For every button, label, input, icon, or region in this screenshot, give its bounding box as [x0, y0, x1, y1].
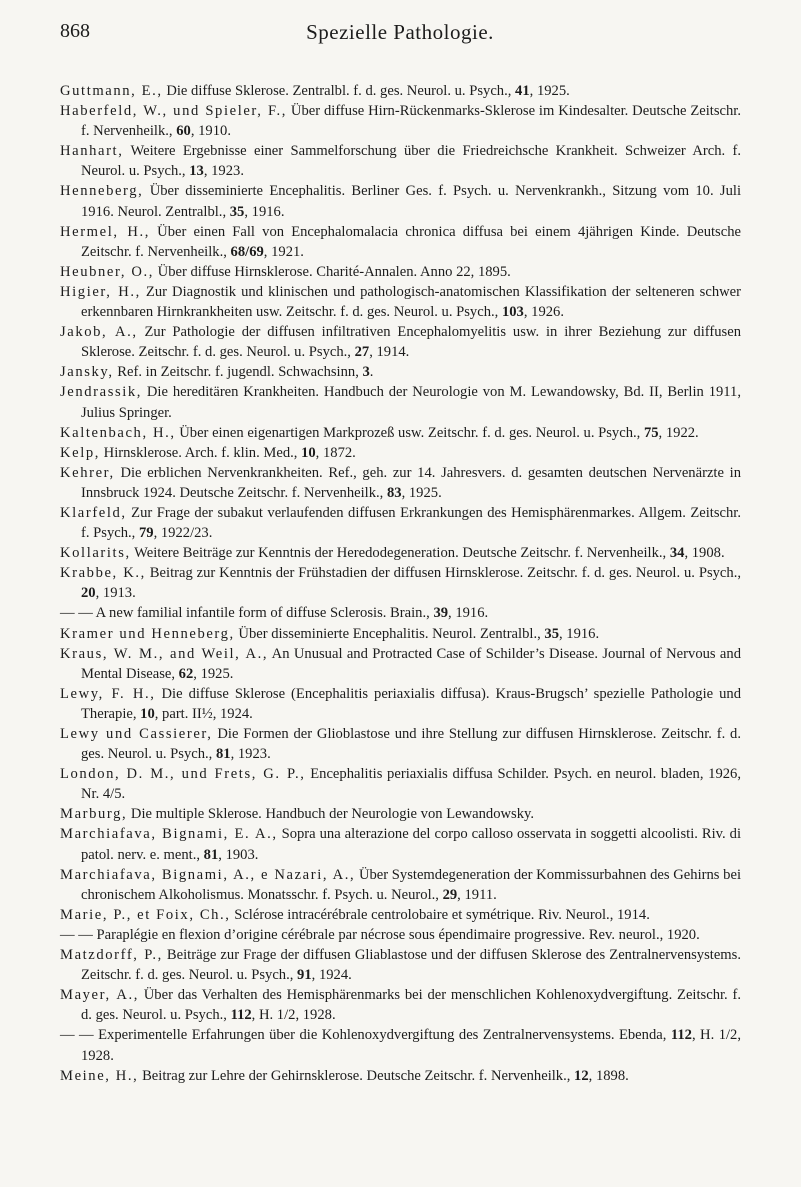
reference-text: Zur Pathologie der diffusen infiltrativen Encephalomyelitis usw. in ihrer Beziehung zur diffusen Sklerose. Zeitschr. f. d. ges. Neurol. u. Psych., [81, 324, 741, 361]
reference-list [60, 81, 741, 1086]
reference-tail: , 1925. [529, 83, 570, 99]
reference-volume: 10 [301, 444, 316, 461]
reference-tail: . [369, 364, 374, 381]
reference-author: Marie, P., et Foix, Ch., [60, 906, 231, 923]
reference-text: Die diffuse Sklerose (Encephalitis periaxialis diffusa). Kraus-Brugsch’ spezielle Pathologie und Therapie, [81, 685, 741, 722]
reference-tail: , H. 1/2, 1928. [251, 1007, 336, 1024]
reference-author: Heubner, O., [60, 263, 154, 280]
reference-volume: 35 [229, 203, 245, 220]
running-title: Spezielle Pathologie. [306, 20, 494, 44]
reference-text: Über das Verhalten des Hemisphärenmarks bei der menschlichen Kohlenoxydvergiftung. Zeitschr. f. d. ges. Neurol. u. Psych., [81, 987, 741, 1024]
reference-tail: , 1898. [588, 1067, 629, 1084]
reference-tail: , H. 1/2, 1928. [81, 1027, 741, 1064]
reference-entry [60, 603, 741, 623]
reference-entry [60, 101, 741, 141]
reference-volume: 91 [297, 967, 312, 984]
reference-author: Henneberg, [60, 183, 144, 200]
reference-text: — — A new familial infantile form of diffuse Sclerosis. Brain., [60, 605, 434, 622]
reference-author: Hermel, H., [60, 223, 151, 240]
reference-entry [60, 262, 741, 282]
reference-text: An Unusual and Protracted Case of Schilder’s Disease. Journal of Nervous and Mental Disease, [81, 645, 741, 682]
reference-author: Lewy, F. H., [60, 685, 156, 702]
reference-volume: 13 [189, 163, 204, 180]
reference-volume: 75 [643, 424, 659, 441]
page-header [60, 20, 740, 50]
reference-text: Beiträge zur Frage der diffusen Gliablastose und der diffusen Sklerose des Zentralnervensystems. Zeitschr. f. d. ges. Neurol. u. Psych., [81, 947, 741, 984]
reference-volume: 81 [203, 846, 219, 863]
reference-entry [60, 925, 741, 945]
reference-volume: 60 [176, 123, 191, 140]
reference-text: Die erblichen Nervenkrankheiten. Ref., geh. zur 14. Jahresvers. d. gesamten deutschen Nervenärzte in Innsbruck 1924. Deutsche Zeitschr. f. Nervenheilk., [81, 464, 741, 501]
reference-text: Sopra una alterazione del corpo calloso osservata in soggetti alcoolisti. Riv. di patol. nerv. e. ment., [81, 826, 741, 863]
reference-entry [60, 724, 741, 764]
reference-author: Kollarits, [60, 545, 131, 562]
reference-text: Über diffuse Hirn-Rückenmarks-Sklerose im Kindesalter. Deutsche Zeitschr. f. Nervenheilk., [81, 103, 742, 140]
reference-entry [60, 463, 741, 503]
reference-text: Zur Diagnostik und klinischen und pathologisch-anatomischen Klassifikation der selteneren schwer erkennbaren Hirnkrankheiten usw. Zeitschr. f. d. ges. Neurol. u. Psych., [81, 283, 741, 321]
reference-entry [60, 563, 741, 603]
reference-volume: 112 [230, 1007, 252, 1024]
reference-text: Über einen Fall von Encephalomalacia chronica diffusa bei einem 4jährigen Kinde. Deutsche Zeitschr. f. Nervenheilk., [81, 223, 741, 260]
reference-tail: , 1913. [95, 585, 136, 602]
reference-text: Sclérose intracérébrale centrolobaire et symétrique. Riv. Neurol., 1914. [230, 906, 650, 923]
reference-author: Marburg, [60, 806, 128, 823]
reference-tail: , 1925. [401, 484, 442, 501]
reference-entry [60, 644, 741, 684]
reference-author: Mayer, A., [60, 987, 139, 1004]
reference-author: Klarfeld, [60, 504, 127, 521]
reference-entry [60, 865, 741, 905]
reference-entry [60, 362, 741, 382]
reference-tail: , 1903. [218, 846, 259, 863]
reference-text: — — Paraplégie en flexion d’origine cérébrale par nécrose sous épendimaire progressive. Rev. neurol., 1920. [60, 926, 700, 943]
reference-tail: , 1924. [311, 967, 352, 984]
reference-tail: , 1916. [558, 625, 600, 642]
reference-tail: , 1922. [658, 424, 699, 441]
reference-volume: 29 [442, 886, 458, 903]
reference-entry [60, 945, 741, 985]
reference-entry [60, 282, 741, 322]
reference-text: Über diffuse Hirnsklerose. Charité-Annalen. Anno 22, 1895. [154, 263, 511, 280]
reference-tail: , 1910. [190, 123, 231, 140]
reference-volume: 3 [362, 364, 370, 381]
reference-author: Hanhart, [60, 143, 124, 160]
reference-entry [60, 1025, 741, 1065]
reference-text: Die multiple Sklerose. Handbuch der Neurologie von Lewandowsky. [127, 806, 535, 823]
reference-entry [60, 322, 741, 362]
reference-author: Kehrer, [60, 464, 115, 481]
reference-tail: , 1914. [369, 344, 410, 361]
reference-text: Zur Frage der subakut verlaufenden diffusen Erkrankungen des Hemisphärenmarkes. Allgem. Zeitschr. f. Psych., [81, 504, 741, 542]
reference-volume: 35 [544, 625, 559, 642]
reference-text: Encephalitis periaxialis diffusa Schilder. Psych. en neurol. bladen, 1926, Nr. 4/5. [81, 766, 741, 803]
reference-entry [60, 804, 741, 824]
reference-text: Über disseminierte Encephalitis. Berliner Ges. f. Psych. u. Nervenkrankh., Sitzung vom 10. Juli 1916. Neurol. Zentralbl., [81, 183, 741, 220]
reference-author: Guttmann, E., [60, 83, 163, 99]
reference-entry [60, 824, 741, 864]
reference-author: Haberfeld, W., und Spieler, F., [60, 103, 288, 120]
reference-tail: , 1916. [244, 203, 285, 220]
reference-author: Marchiafava, Bignami, E. A., [60, 826, 278, 843]
reference-tail: , 1923. [230, 746, 271, 763]
reference-tail: , part. II½, 1924. [154, 705, 253, 722]
reference-tail: , 1925. [193, 665, 234, 682]
reference-volume: 103 [501, 304, 524, 321]
reference-text: Beitrag zur Lehre der Gehirnsklerose. Deutsche Zeitschr. f. Nervenheilk., [138, 1067, 575, 1084]
reference-volume: 83 [386, 484, 402, 501]
reference-entry [60, 543, 741, 563]
reference-tail: , 1916. [448, 605, 489, 622]
reference-tail: , 1922/23. [153, 525, 213, 542]
reference-entry [60, 503, 741, 543]
reference-volume: 62 [178, 665, 194, 682]
reference-text: Weitere Beiträge zur Kenntnis der Heredodegeneration. Deutsche Zeitschr. f. Nervenheilk., [130, 545, 670, 562]
reference-author: Kaltenbach, H., [60, 424, 176, 441]
reference-text: Die diffuse Sklerose. Zentralbl. f. d. ges. Neurol. u. Psych., [162, 83, 516, 99]
reference-entry [60, 222, 741, 262]
reference-author: Kraus, W. M., and Weil, A., [60, 645, 269, 662]
reference-text: Beitrag zur Kenntnis der Frühstadien der diffusen Hirnsklerose. Zeitschr. f. d. ges. Neurol. u. Psych., [145, 565, 741, 582]
reference-volume: 27 [354, 344, 370, 361]
reference-tail: , 1921. [263, 243, 304, 260]
reference-author: Higier, H., [60, 283, 141, 300]
reference-entry [60, 905, 741, 925]
reference-entry [60, 443, 741, 463]
reference-tail: , 1908. [684, 545, 725, 562]
reference-volume: 12 [574, 1067, 589, 1084]
reference-text: Über disseminierte Encephalitis. Neurol. Zentralbl., [234, 625, 545, 642]
reference-text: Über einen eigenartigen Markprozeß usw. Zeitschr. f. d. ges. Neurol. u. Psych., [175, 424, 644, 441]
reference-text: Weitere Ergebnisse einer Sammelforschung über die Friedreichsche Krankheit. Schweizer Arch. f. Neurol. u. Psych., [81, 143, 741, 180]
reference-volume: 68/69 [230, 243, 264, 260]
reference-author: Jendrassik, [60, 384, 143, 401]
reference-volume: 79 [138, 525, 154, 542]
reference-author: Meine, H., [60, 1067, 139, 1084]
reference-author: Jansky, [60, 364, 114, 381]
reference-entry [60, 81, 741, 101]
reference-entry [60, 423, 741, 443]
reference-volume: 20 [81, 585, 96, 602]
reference-tail: , 1872. [315, 444, 356, 461]
reference-author: Kelp, [60, 444, 101, 461]
reference-text: Die hereditären Krankheiten. Handbuch der Neurologie von M. Lewandowsky, Bd. II, Berlin 1911, Julius Springer. [81, 384, 741, 421]
reference-text: Die Formen der Glioblastose und ihre Stellung zur diffusen Hirnsklerose. Zeitschr. f. d. ges. Neurol. u. Psych., [81, 726, 741, 763]
reference-text: Hirnsklerose. Arch. f. klin. Med., [100, 444, 302, 461]
reference-text: Über Systemdegeneration der Kommissurbahnen des Gehirns bei chronischem Alkoholismus. Monatsschr. f. Psych. u. Neurol., [81, 866, 741, 903]
reference-author: Marchiafava, Bignami, A., e Nazari, A., [60, 866, 356, 883]
reference-tail: , 1923. [203, 163, 244, 180]
reference-entry [60, 624, 741, 644]
reference-volume: 112 [670, 1027, 692, 1044]
reference-tail: , 1911. [457, 886, 497, 903]
reference-tail: , 1926. [523, 304, 564, 321]
reference-entry [60, 985, 741, 1025]
reference-text: Ref. in Zeitschr. f. jugendl. Schwachsinn, [113, 364, 363, 381]
reference-entry [60, 764, 741, 804]
reference-volume: 10 [140, 705, 155, 722]
reference-volume: 41 [515, 83, 530, 99]
reference-volume: 39 [433, 605, 449, 622]
reference-volume: 34 [669, 545, 685, 562]
reference-author: Lewy und Cassierer, [60, 726, 213, 742]
reference-entry [60, 181, 741, 221]
reference-text: — — Experimentelle Erfahrungen über die Kohlenoxydvergiftung des Zentralnervensystems. Ebenda, [60, 1027, 671, 1044]
reference-author: Jakob, A., [60, 324, 138, 341]
reference-entry [60, 684, 741, 724]
reference-entry [60, 382, 741, 422]
reference-entry [60, 141, 741, 181]
reference-author: Matzdorff, P., [60, 947, 163, 964]
reference-volume: 81 [215, 746, 231, 763]
reference-author: Kramer und Henneberg, [60, 625, 235, 642]
page-number: 868 [60, 20, 90, 42]
reference-author: Krabbe, K., [60, 565, 146, 582]
reference-entry [60, 1066, 741, 1086]
reference-author: London, D. M., und Frets, G. P., [60, 766, 306, 783]
